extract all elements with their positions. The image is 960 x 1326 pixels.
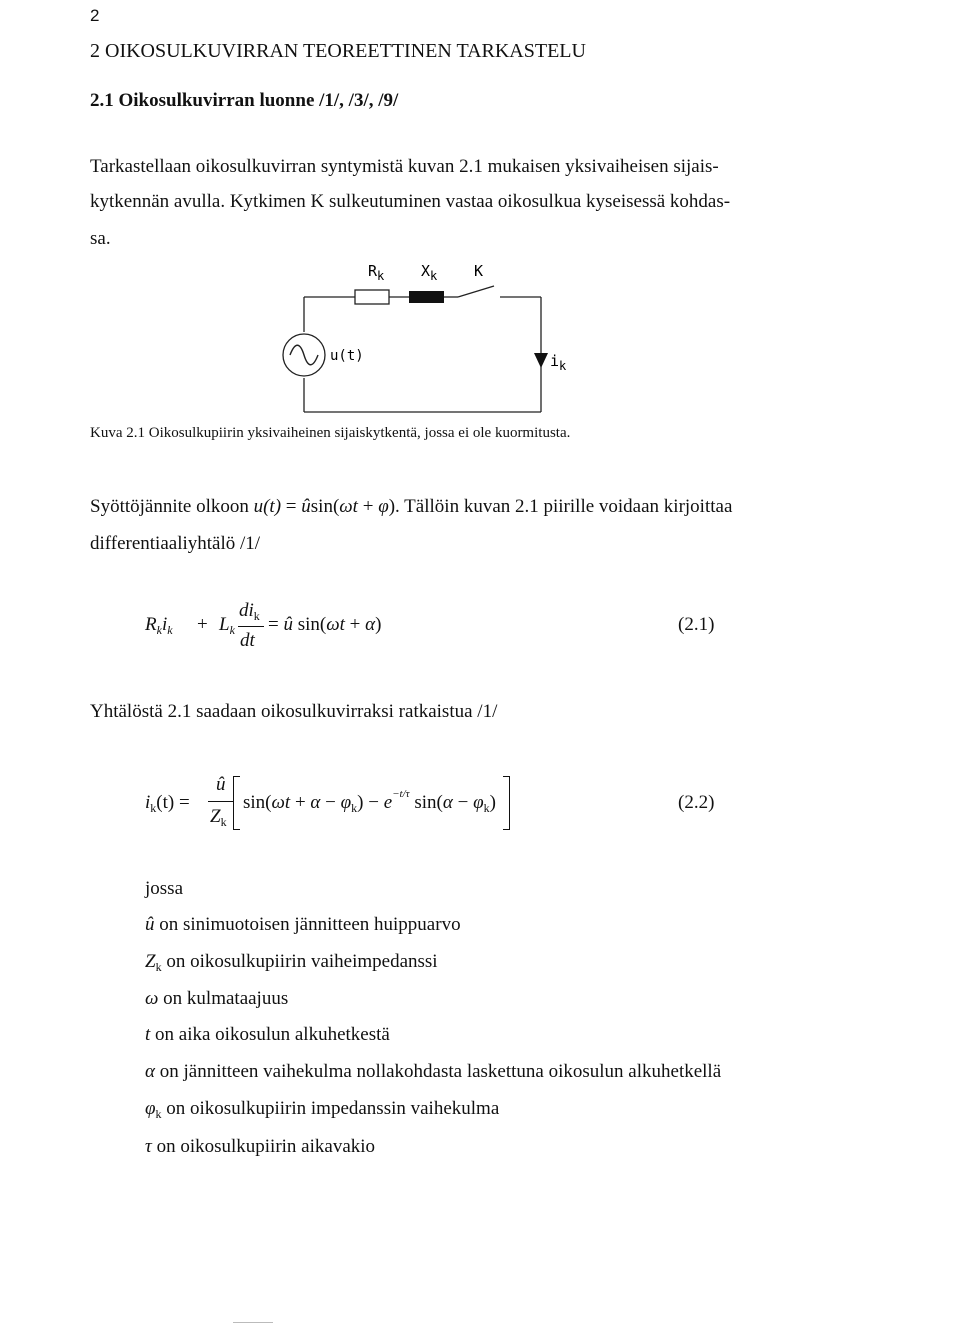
switch-symbol [458,286,494,297]
definition-item: α on jännitteen vaihekulma nollakohdasta laskettuna oikosulun alkuhetkellä [145,1061,722,1082]
scan-artifact-line [233,1322,273,1323]
chapter-heading: 2 OIKOSULKUVIRRAN TEOREETTINEN TARKASTELU [90,40,586,62]
supply-voltage-paragraph: Syöttöjännite olkoon u(t) = ûsin(ωt + φ). Tällöin kuvan 2.1 piirille voidaan kirjoittaa [90,496,733,517]
label-resistance: $R_k$ [368,262,385,283]
eq2-right-bracket [503,776,510,830]
definitions-intro: jossa [145,878,183,899]
supply-voltage-paragraph-line-2: differentiaaliyhtälö /1/ [90,533,261,554]
eq2-number: (2.2) [678,792,715,813]
eq2-fraction-bar [208,801,234,802]
eq1-lhs: $R_ki_k$ [145,614,173,637]
eq1-number: (2.1) [678,614,715,635]
eq1-plus: + [197,614,208,635]
label-switch: K [474,262,484,280]
definition-item: $\varphi_k$ on oikosulkupiirin impedanssin vaihekulma [145,1098,500,1121]
eq2-lhs: $i_k(t)$ = [145,792,190,815]
definition-item: ω on kulmataajuus [145,988,289,1009]
eq1-inductance: $L_k$ [219,614,235,637]
eq2-left-bracket [233,776,240,830]
circuit-diagram [0,0,960,430]
intro-line-1: Tarkastellaan oikosulkuvirran syntymistä kuvan 2.1 mukaisen yksivaiheisen sijais- [90,156,719,177]
inductor-symbol [409,291,444,303]
definition-item: $Z_k$ on oikosulkupiirin vaiheimpedanssi [145,951,438,974]
section-heading: 2.1 Oikosulkuvirran luonne /1/, /3/, /9/ [90,90,399,111]
eq1-fraction-numerator: $di_k$ [239,600,260,623]
label-reactance: $X_k$ [421,262,438,283]
current-arrow-icon [534,353,548,368]
eq2-fraction-numerator: û [216,774,226,795]
intro-line-3: sa. [90,228,111,249]
eq2-fraction-denominator: $Z_k$ [210,806,227,829]
label-current: $i_k$ [550,352,567,373]
eq1-rhs: = û sin(ωt + α) [268,614,382,635]
eq1-fraction-bar [238,626,264,627]
eq1-fraction-denominator: dt [240,630,255,651]
definition-item: û on sinimuotoisen jännitteen huippuarvo [145,914,461,935]
page-number: 2 [90,6,100,25]
figure-caption: Kuva 2.1 Oikosulkupiirin yksivaiheinen sijaiskytkentä, jossa ei ole kuormitusta. [90,425,571,441]
eq2-body: $\sin(\omega t + \alpha - \varphi_k) - e^{-t/\tau}$ $\sin(\alpha - \varphi_k)$ [243,788,496,815]
label-source-voltage: u(t) [330,348,364,364]
resistor-symbol [355,290,389,304]
intro-line-2: kytkennän avulla. Kytkimen K sulkeutuminen vastaa oikosulkua kyseisessä kohdas- [90,191,731,212]
solution-paragraph: Yhtälöstä 2.1 saadaan oikosulkuvirraksi ratkaistua /1/ [90,701,498,722]
definition-item: t on aika oikosulun alkuhetkestä [145,1024,390,1045]
definition-item: τ on oikosulkupiirin aikavakio [145,1136,376,1157]
